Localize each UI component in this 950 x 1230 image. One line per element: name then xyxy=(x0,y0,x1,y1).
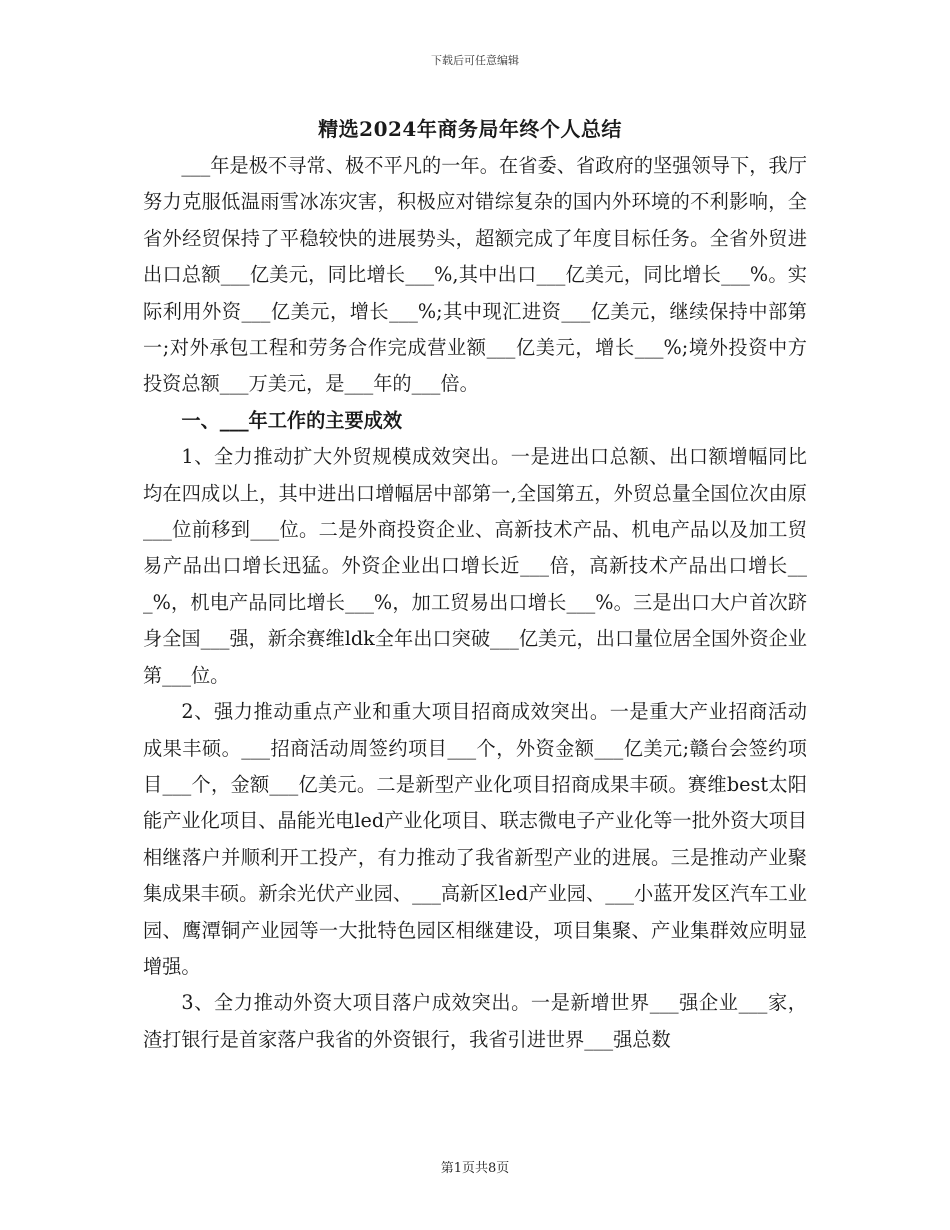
page-footer: 第1页共8页 xyxy=(440,1161,510,1176)
document-title: 精选2024年商务局年终个人总结 xyxy=(318,117,622,141)
paragraph-2: 2、强力推动重点产业和重大项目招商成效突出。一是重大产业招商活动成果丰硕。___招商活动周签约项目___个，外资金额___亿美元;赣台会签约项目___个，金额___亿美元。二是新型产业化项目招商成果丰硕。赛维best太阳能产业化项目、晶能光电led产业化项目、联志微电子产业化等一批外资大项目相继落户并顺利开工投产，有力推动了我省新型产业的进展。三是推动产业聚集成果丰硕。新余光伏产业园、___高新区led产业园、___小蓝开发区汽车工业园、鹰潭铜产业园等一大批特色园区相继建设，项目集聚、产业集群效应明显增强。 xyxy=(143,700,807,978)
document-body xyxy=(143,148,807,1058)
section-heading: 一、___年工作的主要成效 xyxy=(181,408,403,432)
intro-paragraph: ___年是极不寻常、极不平凡的一年。在省委、省政府的坚强领导下，我厅努力克服低温雨雪冰冻灾害，积极应对错综复杂的国内外环境的不利影响，全省外经贸保持了平稳较快的进展势头，超额完成了年度目标任务。全省外贸进出口总额___亿美元，同比增长___%,其中出口___亿美元，同比增长___%。实际利用外资___亿美元，增长___%;其中现汇进资___亿美元，继续保持中部第一;对外承包工程和劳务合作完成营业额___亿美元，增长___%;境外投资中方投资总额___万美元，是___年的___倍。 xyxy=(143,154,807,396)
header-note: 下载后可任意编辑 xyxy=(431,54,519,67)
paragraph-3: 3、全力推动外资大项目落户成效突出。一是新增世界___强企业___家，渣打银行是首家落户我省的外资银行，我省引进世界___强总数 xyxy=(143,991,807,1051)
paragraph-1: 1、全力推动扩大外贸规模成效突出。一是进出口总额、出口额增幅同比均在四成以上，其中进出口增幅居中部第一,全国第五，外贸总量全国位次由原___位前移到___位。二是外商投资企业、高新技术产品、机电产品以及加工贸易产品出口增长迅猛。外资企业出口增长近___倍，高新技术产品出口增长___%，机电产品同比增长___%，加工贸易出口增长___%。三是出口大户首次跻身全国___强，新余赛维ldk全年出口突破___亿美元，出口量位居全国外资企业第___位。 xyxy=(143,445,807,687)
